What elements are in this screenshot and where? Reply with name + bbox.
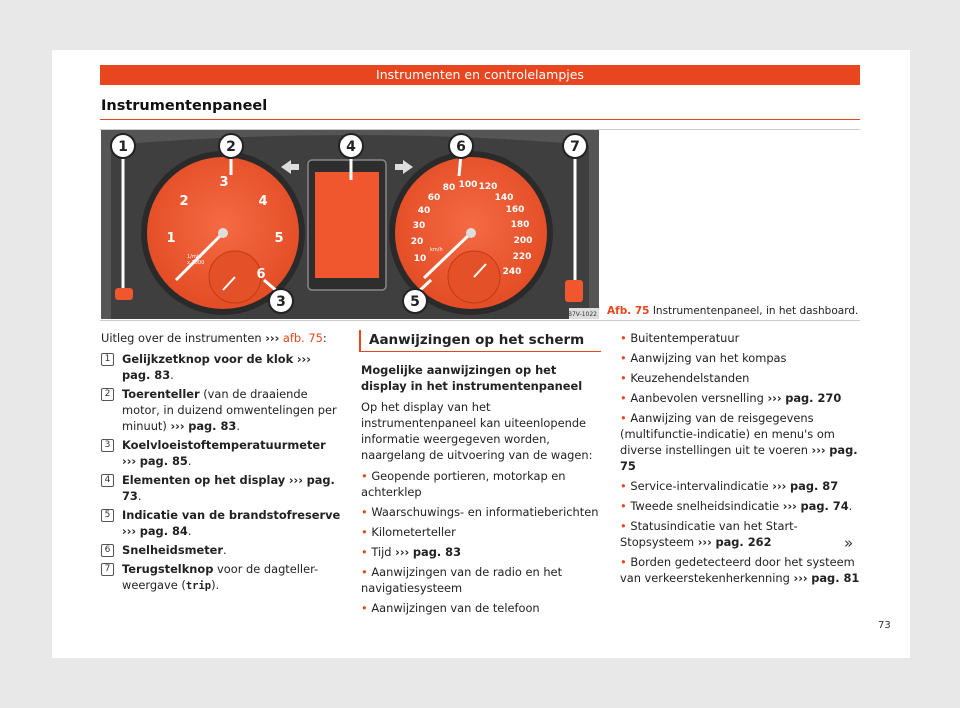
page-link[interactable]: pag. 87 xyxy=(789,479,839,493)
list-item: • Statusindicatie van het Start-Stopsysteem ››› pag. 262 xyxy=(620,519,798,549)
speed-tick: 30 xyxy=(412,221,426,231)
list-item: • Keuzehendelstanden xyxy=(620,371,750,385)
legend-column xyxy=(101,330,341,597)
legend-item: 1 Gelijkzetknop voor de klok ››› pag. 83. xyxy=(101,351,341,383)
rpm-unit: x 1000 xyxy=(187,260,205,266)
display-column-continued xyxy=(620,330,860,590)
list-item: • Tweede snelheidsindicatie ››› pag. 74. xyxy=(620,499,853,513)
speed-tick: 180 xyxy=(510,220,530,230)
list-item: • Waarschuwings- en informatieberichten xyxy=(361,505,599,519)
display-column xyxy=(361,330,601,620)
page-number: 73 xyxy=(878,620,891,631)
list-item: • Geopende portieren, motorkap en achterklep xyxy=(361,469,566,499)
page-link[interactable]: pag. 73 xyxy=(122,473,335,503)
page-link[interactable]: pag. 84 xyxy=(139,524,188,538)
legend-item: 3 Koelvloeistoftemperatuurmeter ››› pag. 85. xyxy=(101,437,341,469)
display-paragraph: Op het display van het instrumentenpaneel kan uiteenlopende informatie weergegeven worden, naargelang de uitvoering van de wagen: xyxy=(361,400,593,462)
section-rule xyxy=(100,119,860,120)
legend-item: 6 Snelheidsmeter. xyxy=(101,542,341,558)
list-item: • Aanwijzingen van de telefoon xyxy=(361,601,540,615)
page-link[interactable]: pag. 74 xyxy=(800,499,849,513)
list-item: • Aanwijzing van de reisgegevens (multifunctie-indicatie) en menu's om diverse instellingen uit te voeren ››› pag. 75 xyxy=(620,411,858,473)
list-item: • Aanwijzingen van de radio en het navigatiesysteem xyxy=(361,565,563,595)
legend-intro: Uitleg over de instrumenten ››› afb. 75: xyxy=(101,331,327,345)
rpm-tick: 4 xyxy=(258,194,268,209)
svg-text:4: 4 xyxy=(346,139,356,155)
display-heading-rule xyxy=(361,351,601,352)
trip-reset-button xyxy=(565,280,583,302)
display-heading: Aanwijzingen op het scherm xyxy=(359,330,601,352)
figure-number: Afb. 75 xyxy=(607,305,650,317)
section-title: Instrumentenpaneel xyxy=(101,98,268,114)
speed-tick: 220 xyxy=(512,252,532,262)
center-display xyxy=(315,172,379,278)
callout-1 xyxy=(111,134,135,158)
callout-3 xyxy=(269,289,293,313)
legend-item: 2 Toerenteller (van de draaiende motor, in duizend omwentelingen per minuut) ››› pag. 83. xyxy=(101,386,341,434)
svg-text:5: 5 xyxy=(410,294,420,310)
callout-5 xyxy=(403,289,427,313)
speed-tick: 200 xyxy=(513,236,533,246)
speed-tick: 240 xyxy=(502,267,522,277)
legend-item: 5 Indicatie van de brandstofreserve ››› pag. 84. xyxy=(101,507,341,539)
speed-tick: 140 xyxy=(494,193,514,203)
figure-caption xyxy=(607,305,858,317)
page-link[interactable]: pag. 83 xyxy=(122,368,171,382)
page-link[interactable]: pag. 83 xyxy=(412,545,461,559)
svg-text:7: 7 xyxy=(570,139,580,155)
figure-link[interactable]: afb. 75 xyxy=(282,331,323,345)
speed-tick: 20 xyxy=(410,237,424,247)
rpm-unit: 1/min xyxy=(187,254,202,260)
list-item: • Borden gedetecteerd door het systeem van verkeerstekenherkenning ››› pag. 81 xyxy=(620,555,860,585)
svg-text:6: 6 xyxy=(456,139,466,155)
continue-marker: » xyxy=(844,534,854,552)
callout-6 xyxy=(449,134,473,158)
svg-text:2: 2 xyxy=(226,139,236,155)
speed-tick: 10 xyxy=(413,254,427,264)
chapter-header: Instrumenten en controlelampjes xyxy=(100,65,860,85)
svg-text:1: 1 xyxy=(118,139,128,155)
list-item: • Aanwijzing van het kompas xyxy=(620,351,787,365)
speed-unit: km/h xyxy=(430,247,443,253)
page-link[interactable]: pag. 81 xyxy=(811,571,860,585)
trip-code: trip xyxy=(185,580,212,592)
legend-item: 7 Terugstelknop voor de dagteller-weergave (trip). xyxy=(101,561,341,594)
speed-tick: 100 xyxy=(458,180,478,190)
speed-tick: 160 xyxy=(505,205,525,215)
list-item: • Aanbevolen versnelling ››› pag. 270 xyxy=(620,391,842,405)
rpm-tick: 1 xyxy=(166,231,176,246)
page-link[interactable]: pag. 85 xyxy=(139,454,188,468)
clock-button xyxy=(115,288,133,300)
svg-text:3: 3 xyxy=(276,294,286,310)
speed-tick: 120 xyxy=(478,182,498,192)
speed-tick: 80 xyxy=(442,183,456,193)
callout-4 xyxy=(339,134,363,158)
page-link[interactable]: pag. 75 xyxy=(620,443,858,473)
list-item: • Buitentemperatuur xyxy=(620,331,740,345)
rpm-tick: 3 xyxy=(219,175,229,190)
speed-tick: 40 xyxy=(417,206,431,216)
image-code: B7V-1022 xyxy=(567,311,597,318)
legend-item: 4 Elementen op het display ››› pag. 73. xyxy=(101,472,341,504)
speed-tick: 60 xyxy=(427,193,441,203)
instrument-panel-illustration xyxy=(101,130,599,319)
list-item: • Service-intervalindicatie ››› pag. 87 xyxy=(620,479,839,493)
list-item: • Kilometerteller xyxy=(361,525,456,539)
list-item: • Tijd ››› pag. 83 xyxy=(361,545,461,559)
page-link[interactable]: pag. 262 xyxy=(715,535,772,549)
figure-caption-text: Instrumentenpaneel, in het dashboard. xyxy=(652,305,859,317)
rpm-tick: 6 xyxy=(256,267,266,282)
page-link[interactable]: pag. 83 xyxy=(188,419,237,433)
rpm-tick: 5 xyxy=(274,231,284,246)
rpm-tick: 2 xyxy=(179,194,189,209)
display-subheading: Mogelijke aanwijzingen op het display in het instrumentenpaneel xyxy=(361,363,583,393)
page-link[interactable]: pag. 270 xyxy=(785,391,842,405)
callout-7 xyxy=(563,134,587,158)
callout-2 xyxy=(219,134,243,158)
